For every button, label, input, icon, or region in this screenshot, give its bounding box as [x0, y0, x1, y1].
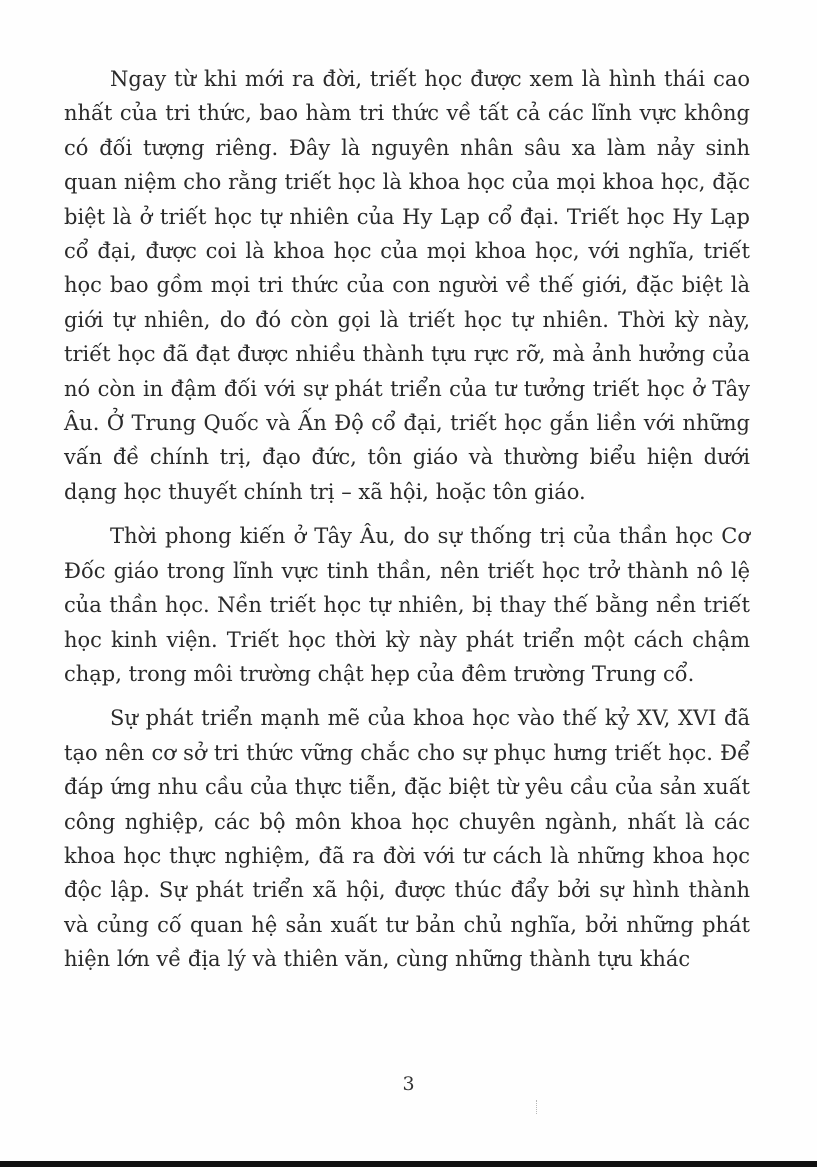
paragraph-3: Sự phát triển mạnh mẽ của khoa học vào thế kỷ XV, XVI đã tạo nên cơ sở tri thức vững chắc cho sự phục hưng triết học. Để đáp ứng nhu cầu của thực tiễn, đặc biệt từ yêu cầu của sản xuất công nghiệp, các bộ môn khoa học chuyên ngành, nhất là các khoa học thực nghiệm, đã ra đời với tư cách là những khoa học độc lập. Sự phát triển xã hội, được thúc đẩy bởi sự hình thành và củng cố quan hệ sản xuất tư bản chủ nghĩa, bởi những phát hiện lớn về địa lý và thiên văn, cùng những thành tựu khác — [64, 706, 750, 972]
paragraph-1: Ngay từ khi mới ra đời, triết học được xem là hình thái cao nhất của tri thức, bao hàm tri thức về tất cả các lĩnh vực không có đối tượng riêng. Đây là nguyên nhân sâu xa làm nảy sinh quan niệm cho rằng triết học là khoa học của mọi khoa học, đặc biệt là ở triết học tự nhiên của Hy Lạp cổ đại. Triết học Hy Lạp cổ đại, được coi là khoa học của mọi khoa học, với nghĩa, triết học bao gồm mọi tri thức của con người về thế giới, đặc biệt là giới tự nhiên, do đó còn gọi là triết học tự nhiên. Thời kỳ này, triết học đã đạt được nhiều thành tựu rực rỡ, mà ảnh hưởng của nó còn in đậm đối với sự phát triển của tư tưởng triết học ở Tây Âu. Ở Trung Quốc và Ấn Độ cổ đại, triết học gắn liền với những vấn đề chính trị, đạo đức, tôn giáo và thường biểu hiện dưới dạng học thuyết chính trị – xã hội, hoặc tôn giáo. — [64, 67, 750, 504]
bottom-scan-edge — [0, 1161, 817, 1167]
body-text — [64, 62, 750, 987]
page-number: 3 — [402, 1073, 415, 1095]
scan-speck — [536, 1100, 539, 1114]
paragraph-2: Thời phong kiến ở Tây Âu, do sự thống trị của thần học Cơ Đốc giáo trong lĩnh vực tinh thần, nên triết học trở thành nô lệ của thần học. Nền triết học tự nhiên, bị thay thế bằng nền triết học kinh viện. Triết học thời kỳ này phát triển một cách chậm chạp, trong môi trường chật hẹp của đêm trường Trung cổ. — [64, 524, 750, 686]
